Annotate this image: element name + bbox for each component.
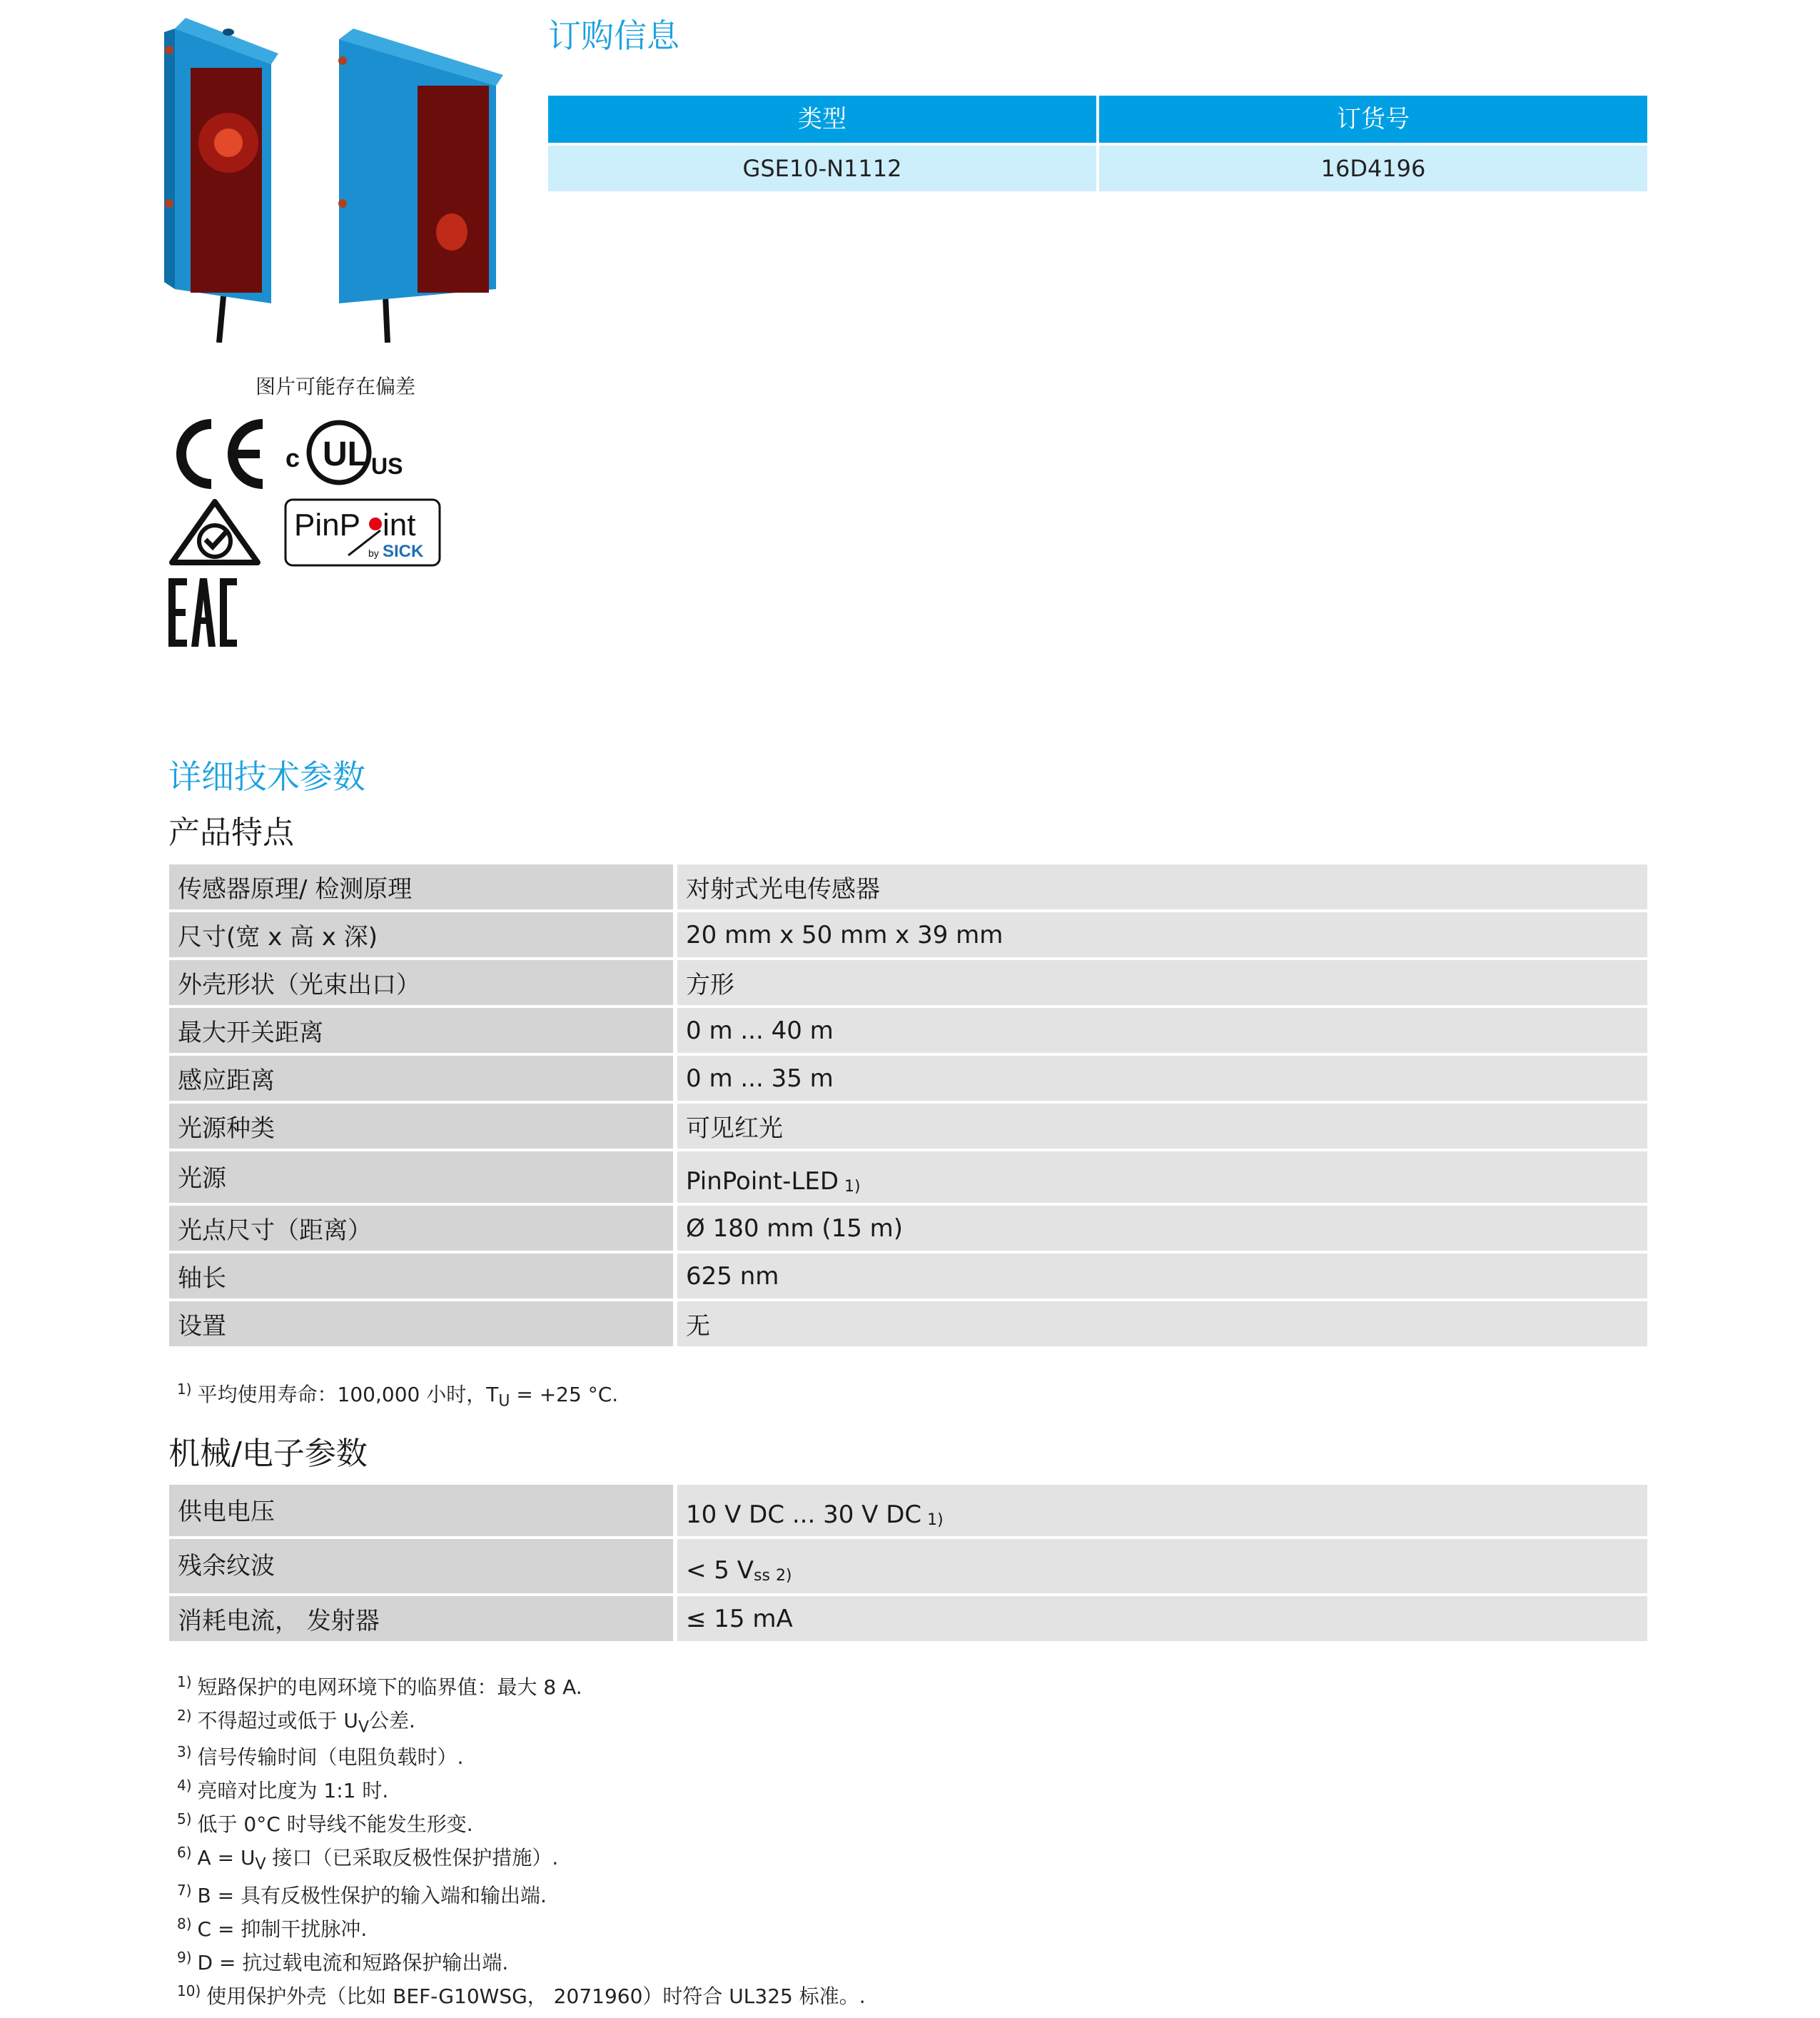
svg-text:PinP: PinP <box>294 508 360 543</box>
footnote-number: 3) <box>177 1743 192 1760</box>
spec-key: 供电电压 <box>169 1485 673 1536</box>
spec-value: 对射式光电传感器 <box>677 864 1647 909</box>
spec-key: 最大开关距离 <box>169 1008 673 1053</box>
footnote-text: 使用保护外壳（比如 BEF-G10WSG， 2071960）时符合 UL325 标准。. <box>206 1984 866 2008</box>
footnote-number: 4) <box>177 1777 192 1794</box>
footnote-sub: V <box>255 1855 266 1874</box>
table-row <box>169 912 1647 957</box>
spec-value <box>677 1151 1647 1203</box>
footnote-number: 10) <box>177 1982 201 1999</box>
table-row <box>169 1151 1647 1203</box>
image-caption: 图片可能存在偏差 <box>255 375 415 398</box>
spec-key: 设置 <box>169 1301 673 1346</box>
footnote <box>177 1981 866 2009</box>
footnote <box>177 1775 388 1804</box>
footnote-number: 5) <box>177 1810 192 1827</box>
footnote-number: 8) <box>177 1915 192 1932</box>
spec-value: 无 <box>677 1301 1647 1346</box>
eac-mark-icon <box>168 578 237 647</box>
table-row <box>169 864 1647 909</box>
footnote-text: B = 具有反极性保护的输入端和输出端. <box>197 1884 547 1907</box>
spec-value-text: < 5 V <box>686 1556 754 1585</box>
table-row <box>169 1206 1647 1251</box>
mech-table <box>169 1485 1647 1644</box>
spec-key: 轴长 <box>169 1253 673 1298</box>
table-row <box>169 1539 1647 1593</box>
svg-text:c: c <box>285 443 300 473</box>
footnote <box>177 1742 463 1770</box>
footnote <box>177 1947 508 1976</box>
ordering-header-row <box>548 96 1647 143</box>
spec-value: 0 m ... 35 m <box>677 1056 1647 1101</box>
footnote <box>177 1705 415 1737</box>
footnote <box>177 1842 558 1874</box>
table-row <box>169 1056 1647 1101</box>
ordering-header-type: 类型 <box>548 96 1096 143</box>
spec-value <box>677 1539 1647 1593</box>
spec-value-sub: ss <box>754 1567 770 1585</box>
ordering-table <box>548 96 1647 191</box>
table-row <box>169 1008 1647 1053</box>
spec-key: 光源 <box>169 1151 673 1203</box>
svg-text:UL: UL <box>323 435 368 473</box>
table-row <box>169 1596 1647 1641</box>
ce-mark-icon <box>168 418 268 490</box>
svg-text:US: US <box>371 453 403 479</box>
spec-value: Ø 180 mm (15 m) <box>677 1206 1647 1251</box>
spec-key: 消耗电流， 发射器 <box>169 1596 673 1641</box>
footnote-text-post: 接口（已采取反极性保护措施）. <box>266 1846 559 1870</box>
footnote-number: 6) <box>177 1844 192 1861</box>
footnote-number: 9) <box>177 1949 192 1966</box>
footnote-number: 1) <box>177 1673 192 1690</box>
footnote <box>177 1809 473 1837</box>
table-row <box>169 1104 1647 1149</box>
spec-value-text: PinPoint-LED <box>686 1167 839 1196</box>
spec-value: 0 m ... 40 m <box>677 1008 1647 1053</box>
spec-key: 残余纹波 <box>169 1539 673 1593</box>
svg-text:int: int <box>383 508 416 543</box>
mech-title: 机械/电子参数 <box>168 1436 368 1472</box>
table-row <box>169 1485 1647 1536</box>
footnote-number: 1) <box>177 1381 192 1398</box>
spec-value: 可见红光 <box>677 1104 1647 1149</box>
table-row <box>169 960 1647 1005</box>
footnote-ref: 1) <box>844 1178 861 1196</box>
spec-value: ≤ 15 mA <box>677 1596 1647 1641</box>
footnote-text: 平均使用寿命：100,000 小时，T <box>197 1383 499 1406</box>
spec-key: 感应距离 <box>169 1056 673 1101</box>
spec-key: 尺寸(宽 x 高 x 深) <box>169 912 673 957</box>
footnote-ref: 1) <box>927 1511 944 1529</box>
tech-title: 详细技术参数 <box>168 757 365 796</box>
ordering-title: 订购信息 <box>548 16 679 55</box>
footnote-text: A = U <box>197 1846 256 1870</box>
footnote-text: 亮暗对比度为 1:1 时. <box>197 1779 389 1802</box>
footnote-text: 短路保护的电网环境下的临界值：最大 8 A. <box>197 1675 582 1699</box>
spec-key: 传感器原理/ 检测原理 <box>169 864 673 909</box>
footnote-text-post: = +25 °C. <box>510 1383 619 1406</box>
features-title: 产品特点 <box>168 814 294 851</box>
spec-value: 625 nm <box>677 1253 1647 1298</box>
footnote <box>177 1914 367 1942</box>
svg-text:by: by <box>368 548 379 559</box>
spec-key: 外壳形状（光束出口） <box>169 960 673 1005</box>
spec-key: 光源种类 <box>169 1104 673 1149</box>
footnote <box>177 1880 547 1909</box>
ordering-part-no-value: 16D4196 <box>1099 146 1647 191</box>
ordering-header-part-no: 订货号 <box>1099 96 1647 143</box>
footnote-text: C = 抑制干扰脉冲. <box>197 1917 368 1941</box>
spec-key: 光点尺寸（距离） <box>169 1206 673 1251</box>
table-row <box>169 1301 1647 1346</box>
footnote-number: 2) <box>177 1707 192 1724</box>
features-table <box>169 864 1647 1349</box>
footnote-text: 信号传输时间（电阻负载时）. <box>197 1745 464 1769</box>
footnote-text: 不得超过或低于 U <box>197 1709 358 1732</box>
footnote-text: D = 抗过载电流和短路保护输出端. <box>197 1951 509 1974</box>
ordering-type-value: GSE10-N1112 <box>548 146 1096 191</box>
table-row <box>169 1253 1647 1298</box>
footnote-sub: V <box>358 1718 369 1737</box>
footnote-sub: U <box>498 1392 510 1411</box>
cul-us-mark-icon <box>285 417 407 488</box>
footnote-text-post: 公差. <box>369 1709 415 1732</box>
footnote <box>177 1672 582 1700</box>
pinpoint-logo-icon <box>284 498 441 567</box>
footnote-ref: 2) <box>775 1567 792 1585</box>
spec-value-text: 10 V DC ... 30 V DC <box>686 1500 922 1529</box>
footnote-number: 7) <box>177 1882 192 1899</box>
rcm-mark-icon <box>168 498 261 566</box>
ordering-row <box>548 146 1647 191</box>
spec-value: 方形 <box>677 960 1647 1005</box>
spec-value <box>677 1485 1647 1536</box>
svg-text:SICK: SICK <box>383 542 424 561</box>
product-image <box>161 18 510 343</box>
footnote-text: 低于 0°C 时导线不能发生形变. <box>197 1812 473 1836</box>
spec-value: 20 mm x 50 mm x 39 mm <box>677 912 1647 957</box>
features-footnote <box>177 1379 618 1411</box>
